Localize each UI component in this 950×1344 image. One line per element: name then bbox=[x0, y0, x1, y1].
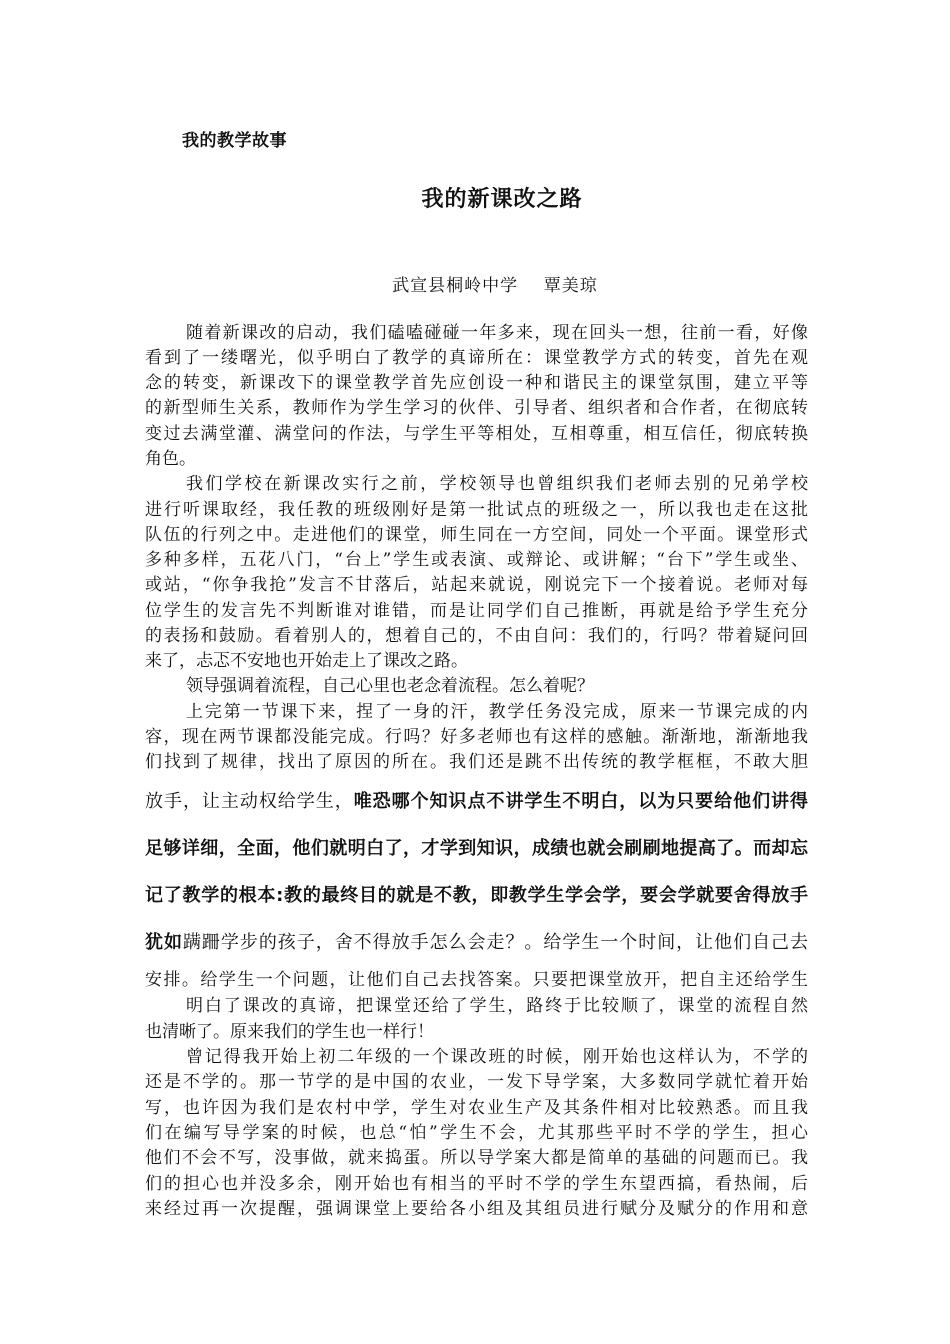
body-line-mixed bbox=[145, 930, 808, 956]
section-heading: 我的教学故事 bbox=[182, 131, 287, 151]
body-line-mixed bbox=[145, 789, 808, 815]
body-text-segment: 蹒跚学步的孩子，舍不得放手怎么会走？。给学生一个时间，让他们自己去 bbox=[182, 932, 808, 953]
body-line: 进行听课取经，我任教的班级刚好是第一批试点的班级之一，所以我也走在这批 bbox=[145, 500, 808, 520]
body-line: 曾记得我开始上初二年级的一个课改班的时候，刚开始也这样认为，不学的 bbox=[186, 1047, 808, 1067]
body-text-bold-segment: 唯恐哪个知识点不讲学生不明白，以为只要给他们讲得 bbox=[353, 791, 808, 812]
author-line: 武宣县桐岭中学 覃美琼 bbox=[392, 276, 598, 296]
body-line: 们在编写导学案的时候，也总“怕”学生不会，尤其那些平时不学的学生，担心 bbox=[145, 1123, 808, 1143]
body-line: 的表扬和鼓励。看着别人的，想着自己的，不由自问：我们的，行吗？带着疑问回 bbox=[145, 626, 808, 646]
body-line: 看到了一缕曙光，似乎明白了教学的真谛所在：课堂教学方式的转变，首先在观 bbox=[145, 348, 808, 368]
body-line-mixed bbox=[145, 835, 808, 862]
body-line-mixed bbox=[145, 882, 808, 909]
body-line: 念的转变，新课改下的课堂教学首先应创设一种和谐民主的课堂氛围，建立平等 bbox=[145, 373, 808, 393]
body-line: 随着新课改的启动，我们磕嗑碰碰一年多来，现在回头一想，往前一看，好像 bbox=[186, 323, 808, 343]
body-line: 还是不学的。那一节学的是中国的农业，一发下导学案，大多数同学就忙着开始 bbox=[145, 1072, 808, 1092]
body-text-bold-segment: 犹如 bbox=[145, 932, 183, 953]
body-text-bold-segment: 足够详细，全面，他们就明白了，才学到知识，成绩也就会刷刷地提高了。而却忘 bbox=[145, 838, 808, 859]
body-line: 上完第一节课下来，捏了一身的汗，教学任务没完成，原来一节课完成的内 bbox=[186, 702, 808, 722]
body-line: 多种多样，五花八门，“台上”学生或表演、或辩论、或讲解；“台下”学生或坐、 bbox=[145, 550, 808, 570]
body-line: 明白了课改的真谛，把课堂还给了学生，路终于比较顺了，课堂的流程自然 bbox=[186, 996, 808, 1016]
body-line: 角色。 bbox=[145, 449, 196, 469]
body-line: 们的担心也并没多余，刚开始也有相当的平时不学的学生东望西搞，看热闹，后 bbox=[145, 1174, 808, 1194]
body-line: 位学生的发言先不判断谁对谁错，而是让同学们自己推断，再就是给予学生充分 bbox=[145, 601, 808, 621]
body-line: 们找到了规律，找出了原因的所在。我们还是跳不出传统的教学框框，不敢大胆 bbox=[145, 752, 808, 772]
body-text-bold-segment: 记了教学的根本:教的最终目的就是不教，即教学生学会学，要会学就要舍得放手 bbox=[145, 885, 808, 906]
body-line: 变过去满堂灌、满堂问的作法，与学生平等相处，互相尊重，相互信任，彻底转换 bbox=[145, 424, 808, 444]
body-line: 容，现在两节课都没能完成。行吗？好多老师也有这样的感触。渐渐地，渐渐地我 bbox=[145, 727, 808, 747]
body-line: 我们学校在新课改实行之前，学校领导也曾组织我们老师去别的兄弟学校 bbox=[186, 474, 808, 494]
body-line: 领导强调着流程，自己心里也老念着流程。怎么着呢？ bbox=[186, 676, 594, 696]
body-text-segment: 放手，让主动权给学生， bbox=[145, 791, 354, 812]
body-line: 来经过再一次提醒，强调课堂上要给各小组及其组员进行赋分及赋分的作用和意 bbox=[145, 1199, 808, 1219]
body-line: 的新型师生关系，教师作为学生学习的伙伴、引导者、组织者和合作者，在彻底转 bbox=[145, 398, 808, 418]
body-line: 写，也许因为我们是农村中学，学生对农业生产及其条件相对比较熟悉。而且我 bbox=[145, 1098, 808, 1118]
body-line: 安排。给学生一个问题，让他们自己去找答案。只要把课堂放开，把自主还给学生 bbox=[145, 970, 808, 990]
body-line: 来了，忐忑不安地也开始走上了课改之路。 bbox=[145, 651, 468, 671]
body-line: 他们不会不写，没事做，就来捣蛋。所以导学案大都是简单的基础的问题而已。我 bbox=[145, 1148, 808, 1168]
body-line: 或站，“你争我抢”发言不甘落后，站起来就说，刚说完下一个接着说。老师对每 bbox=[145, 575, 808, 595]
article-title: 我的新课改之路 bbox=[421, 187, 583, 212]
body-line: 队伍的行列之中。走进他们的课堂，师生同在一方空间，同处一个平面。课堂形式 bbox=[145, 525, 808, 545]
body-line: 也清晰了。原来我们的学生也一样行！ bbox=[145, 1022, 434, 1042]
